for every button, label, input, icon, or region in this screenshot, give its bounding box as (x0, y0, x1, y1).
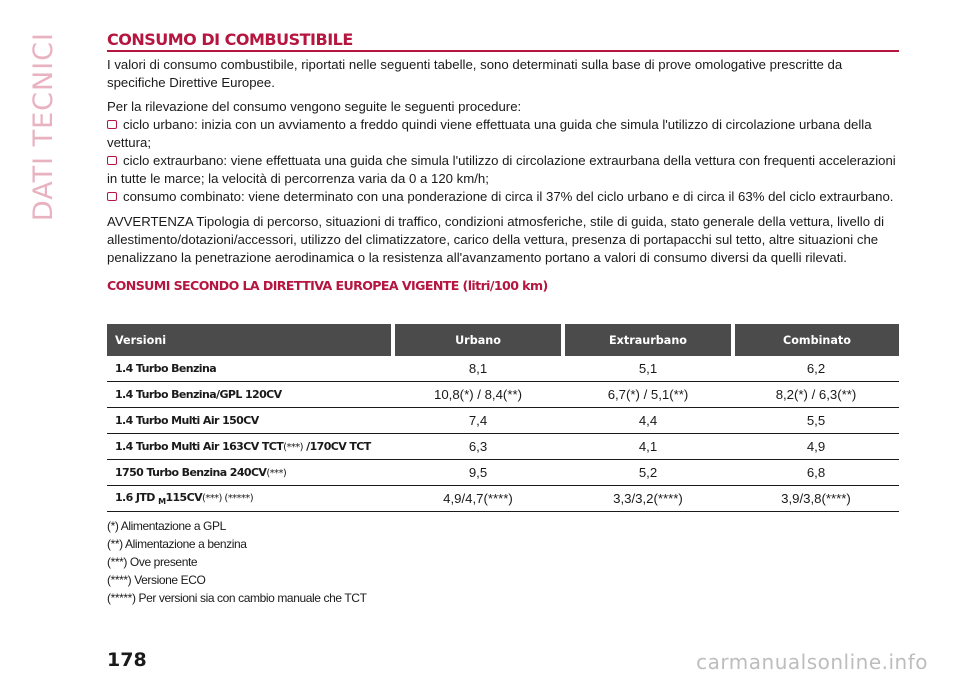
footnote: (****) Versione ECO (107, 573, 206, 587)
header-combinato: Combinato (733, 324, 899, 356)
cell-combinato: 3,9/3,8(****) (733, 486, 899, 512)
version-name-suffix: /170CV TCT (302, 440, 371, 453)
version-subscript: M (158, 497, 166, 506)
bullet-item (107, 152, 899, 188)
header-extraurbano: Extraurbano (563, 324, 733, 356)
cell-combinato: 8,2(*) / 6,3(**) (733, 382, 899, 408)
table-row (107, 434, 899, 460)
checkbox-bullet-icon (107, 156, 117, 165)
page-content (107, 30, 899, 607)
header-versioni: Versioni (107, 324, 393, 356)
footnote: (*****) Per versioni sia con cambio manuale che TCT (107, 591, 367, 605)
cell-extraurbano: 5,2 (563, 460, 733, 486)
cell-version (107, 486, 393, 512)
cell-extraurbano: 3,3/3,2(****) (563, 486, 733, 512)
footnote: (**) Alimentazione a benzina (107, 537, 247, 551)
cell-combinato: 6,2 (733, 356, 899, 382)
cell-urbano: 8,1 (393, 356, 563, 382)
footnotes (107, 517, 899, 607)
cell-extraurbano: 4,1 (563, 434, 733, 460)
footnote: (***) Ove presente (107, 555, 198, 569)
cell-extraurbano: 6,7(*) / 5,1(**) (563, 382, 733, 408)
cell-extraurbano: 4,4 (563, 408, 733, 434)
bullet-text: ciclo extraurbano: viene effettuata una guida che simula l'utilizzo di circolazione extraurbana della vettura con frequenti accelerazioni in tutte le marce; la velocità di percorrenza varia da 0 a 120 km/h; (107, 153, 896, 186)
table-row (107, 486, 899, 512)
cell-version: 1.4 Turbo Multi Air 150CV (107, 408, 393, 434)
bullet-item (107, 116, 899, 152)
cell-combinato: 5,5 (733, 408, 899, 434)
table-header-row (107, 324, 899, 356)
bullet-text: consumo combinato: viene determinato con una ponderazione di circa il 37% del ciclo urbano e di circa il 63% del ciclo extraurbano. (123, 189, 894, 204)
table-row (107, 408, 899, 434)
table-row (107, 382, 899, 408)
cell-version (107, 434, 393, 460)
checkbox-bullet-icon (107, 192, 117, 201)
warning-paragraph: AVVERTENZA Tipologia di percorso, situazioni di traffico, condizioni atmosferiche, stile di guida, stato generale della vettura, livello di allestimento/dotazioni/accessori, utilizzo del climatizzatore, carico della vettura, presenza di portapacchi sul tetto, altre situazioni che penalizzano la penetrazione aerodinamica o la resistenza all'avanzamento portano a valori di consumo diversi da quelli rilevati. (107, 214, 884, 265)
table-row (107, 356, 899, 382)
header-urbano: Urbano (393, 324, 563, 356)
table-title: CONSUMI SECONDO LA DIRETTIVA EUROPEA VIGENTE (litri/100 km) (107, 278, 548, 293)
section-title: CONSUMO DI COMBUSTIBILE (107, 30, 899, 52)
table-row (107, 460, 899, 486)
version-footnote-mark: (***) (283, 442, 303, 453)
checkbox-bullet-icon (107, 120, 117, 129)
version-name: 1.6 JTD (115, 491, 155, 504)
cell-urbano: 6,3 (393, 434, 563, 460)
cell-combinato: 6,8 (733, 460, 899, 486)
footnote: (*) Alimentazione a GPL (107, 519, 226, 533)
version-footnote-mark: (***) (266, 468, 287, 479)
cell-combinato: 4,9 (733, 434, 899, 460)
cell-version: 1.4 Turbo Benzina (107, 356, 393, 382)
watermark: carmanualsonline.info (696, 650, 928, 674)
cell-extraurbano: 5,1 (563, 356, 733, 382)
cell-version (107, 460, 393, 486)
procedure-intro: Per la rilevazione del consumo vengono seguite le seguenti procedure: (107, 99, 522, 114)
chapter-side-title: DATI TECNICI (28, 32, 59, 222)
bullet-text: ciclo urbano: inizia con un avviamento a freddo quindi viene effettuata una guida che simula l'utilizzo di circolazione urbana della vettura; (107, 117, 872, 150)
intro-paragraph: I valori di consumo combustibile, riportati nelle seguenti tabelle, sono determinati sulla base di prove omologative prescritte da specifiche Direttive Europee. (107, 57, 843, 90)
cell-version: 1.4 Turbo Benzina/GPL 120CV (107, 382, 393, 408)
version-name: 1750 Turbo Benzina 240CV (115, 466, 267, 479)
cell-urbano: 7,4 (393, 408, 563, 434)
consumption-table (107, 324, 899, 512)
version-name: 1.4 Turbo Multi Air 163CV TCT (115, 440, 284, 453)
version-footnote-mark: (***) (*****) (202, 493, 253, 504)
cell-urbano: 10,8(*) / 8,4(**) (393, 382, 563, 408)
version-name-suffix: 115CV (165, 491, 203, 504)
cell-urbano: 4,9/4,7(****) (393, 486, 563, 512)
cell-urbano: 9,5 (393, 460, 563, 486)
bullet-item (107, 188, 899, 206)
page-number: 178 (107, 649, 147, 671)
